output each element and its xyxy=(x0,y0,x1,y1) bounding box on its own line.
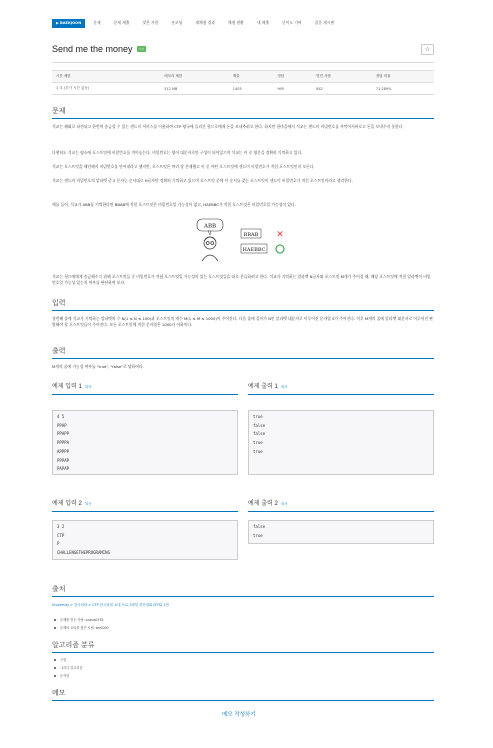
problem-para-3: 석교는 포스트잇을 해인해서 비밀번호를 만어내라고 했지만, 포스트잇은 여러 장 존재했고 이 중 어떤 포스트잇에 센드미 비밀번호가 적힌 포스트잇인지 모른다. xyxy=(52,164,315,169)
example-figure xyxy=(195,216,305,266)
problem-para-4: 석교는 센드미 비밀번호의 알파벳 중 5 문자는 순서대로 H글자만 정확히 기억하고 있으며 포스트잇 중에 이 순서를 갖는 포스트잇이 센드미 비밀번호가 적힌 포스트잇이라고 생각한다. xyxy=(52,178,353,183)
divider xyxy=(52,62,434,63)
example-output-1-title xyxy=(248,381,287,390)
title-row xyxy=(52,44,146,54)
section-title-input: 입력 xyxy=(52,300,66,307)
example-input-2-label: 예제 입력 2 xyxy=(52,501,82,507)
info-header-row xyxy=(52,71,434,83)
bullet-dot xyxy=(54,675,56,677)
copy-button[interactable]: 복사 xyxy=(84,502,92,506)
nav-item-difficulty[interactable]: 난이도 기여 xyxy=(282,20,302,25)
example-input-2-title xyxy=(52,498,91,507)
section-title-output: 출력 xyxy=(52,348,66,355)
nav-item-accepted[interactable]: 맞은 사람 xyxy=(142,20,159,25)
header-solvers: 맞힌 사람 xyxy=(312,71,372,83)
section-line xyxy=(52,652,434,653)
bullet-dot xyxy=(54,627,56,629)
example-input-1: 4 5 PPAP PPAPP PPPPA APPPP PPPAP PAPAP xyxy=(52,410,238,475)
section-line xyxy=(52,700,434,701)
star-icon: ☆ xyxy=(424,46,431,53)
example-output-2-label: 예제 출력 2 xyxy=(248,501,278,507)
nav-item-my-submit[interactable]: 내 제출 xyxy=(256,20,270,25)
copy-button[interactable]: 복사 xyxy=(84,385,92,389)
section-line xyxy=(52,511,238,512)
input-description: 첫번째 줄에 석교가 기억하는 알파벳의 수 N(1 ≤ N ≤ 100)과 포스트잇의 개수 M(1 ≤ M ≤ 1000)이 주어진다. 다음 줄에 길이가 N인 알파벳 대문자로 이루어진 문자열 S가 주어진다. 이후 M개의 줄에 알파벳 대문자로 이루어진 판별해야 할 포스트잇들이 주어진다. 모든 포스트잇에 적힌 문자열은 1000자 이하이다. xyxy=(52,316,433,328)
header-correct: 정답 xyxy=(273,71,312,83)
o-mark-icon xyxy=(276,245,284,253)
section-line xyxy=(52,118,434,119)
copy-button[interactable]: 복사 xyxy=(280,502,288,506)
bullet-dot xyxy=(54,667,56,669)
algorithm-tag[interactable]: 구현 xyxy=(60,658,67,662)
source-author: 문제를 만든 사람: pneus0378 xyxy=(60,618,104,622)
bullet-dot xyxy=(54,619,56,621)
section-title-source: 출처 xyxy=(52,586,66,593)
info-data-row xyxy=(52,83,434,95)
source-link[interactable]: University > 한국외대 > CTP 한국외대 교내 프로그래밍 경진대회 (ETS) 1번 xyxy=(52,603,169,607)
algorithm-tag[interactable]: 그리디 알고리즘 xyxy=(60,666,83,670)
section-line xyxy=(248,394,434,395)
cell-correct: 995 xyxy=(273,83,312,95)
person-icon xyxy=(202,237,218,261)
cell-memory: 512 MB xyxy=(160,83,229,95)
sub-badge: 서브 xyxy=(138,47,145,51)
copy-button[interactable]: 복사 xyxy=(280,385,288,389)
problem-para-6: 석교는 형으에에게 송금해주기 위해 포스트잇들 중 비밀번호가 적혔 포스트잇일 가능성이 있는 포스트잇들을 따로 분류하려고 한다. 석교가 기억하는 알파벳 N글자와 포스트잇 M개가 주어질 때, 해당 포스트잇에 적힌 알파벳이 비밀번호일 가능성 있는지 여부를 판단하여 보자. xyxy=(52,274,431,286)
nav-item-submit[interactable]: 문제 제출 xyxy=(113,20,130,25)
nav-item-status[interactable]: 채점 현황 xyxy=(227,20,244,25)
header-submit: 제출 xyxy=(229,71,274,83)
section-title-problem: 문제 xyxy=(52,108,66,115)
bubble-text: ABB xyxy=(203,223,217,230)
cell-solvers: 842 xyxy=(312,83,372,95)
section-line xyxy=(52,596,434,597)
section-line xyxy=(52,358,434,359)
problem-para-5: 예를 들어, 석교가 ABB를 기억한다면 BBAB에 적힌 포스트잇은 비밀번호일 가능성이 없고, HAEBBC가 적힌 포스트잇은 비밀번호일 가능성이 있다. xyxy=(52,202,296,207)
example-output-1: true false false true true xyxy=(248,410,434,475)
section-line xyxy=(52,310,434,311)
cell-ratio: 71.289% xyxy=(372,83,434,95)
bullet-dot xyxy=(54,659,56,661)
header-ratio: 정답 비율 xyxy=(372,71,434,83)
top-nav xyxy=(52,18,347,28)
algorithm-tag[interactable]: 문자열 xyxy=(60,674,70,678)
cell-time: 1 초 (추가 시간 없음) xyxy=(52,83,160,95)
right-text: HAEBBC xyxy=(242,246,266,253)
example-output-1-label: 예제 출력 1 xyxy=(248,384,278,390)
write-memo-button[interactable]: 메모 작성하기 xyxy=(222,712,256,718)
example-input-2: 3 2 CTP P CHALLENGETHEPROGRAMING xyxy=(52,520,238,560)
cell-submit: 1405 xyxy=(229,83,274,95)
nav-item-problem[interactable]: 문제 xyxy=(93,20,101,25)
section-line xyxy=(248,511,434,512)
info-table xyxy=(52,70,434,95)
problem-para-1: 석교는 해외로 파견되고 한번씩 송금할 수 있는 센드미 서비스를 이용하여 CTP 왕국에 들러간 형으로에게 돈을 모내추려고 한다. 하지만 한마을에서 석교는 센드미 비밀번호를 까먹어서바로고 돈을 모내주지 못한다 xyxy=(52,124,403,129)
header-memory: 메모리 제한 xyxy=(160,71,229,83)
nav-item-rejudge[interactable]: 재채점 결과 xyxy=(195,20,215,25)
header-time: 시간 제한 xyxy=(52,71,160,83)
x-mark-icon: ✕ xyxy=(276,230,284,240)
problem-para-2: 다행히도 석교는 평소에 포스트잇에 비밀번호를 적어놓는다. 비밀번호는 영어 대문자로만 구성이 되어있으며 석교는 이 중 영문을 정확히 기억하고 있다. xyxy=(52,150,303,155)
example-output-2: false true xyxy=(248,520,434,544)
page-title: Send me the money xyxy=(52,44,133,54)
star-button[interactable] xyxy=(421,44,434,55)
section-title-memo: 메모 xyxy=(52,690,66,697)
site-logo[interactable]: ▶ BAEKJOON xyxy=(52,19,85,28)
section-line xyxy=(52,394,238,395)
nav-item-board[interactable]: 질문 게시판 xyxy=(314,20,335,25)
nav-item-short[interactable]: 숏코딩 xyxy=(171,20,183,25)
section-title-algorithm: 알고리즘 분류 xyxy=(52,642,95,649)
example-input-1-title xyxy=(52,381,91,390)
wrong-text: BBAB xyxy=(243,231,259,238)
example-output-2-title xyxy=(248,498,287,507)
example-input-1-label: 예제 입력 1 xyxy=(52,384,82,390)
output-description: M개의 줄에 가능성 여부를 "true", "false"로 답하여라. xyxy=(52,364,144,369)
source-typo: 문제의 오타를 찾은 사람: tor0000 xyxy=(60,626,109,630)
